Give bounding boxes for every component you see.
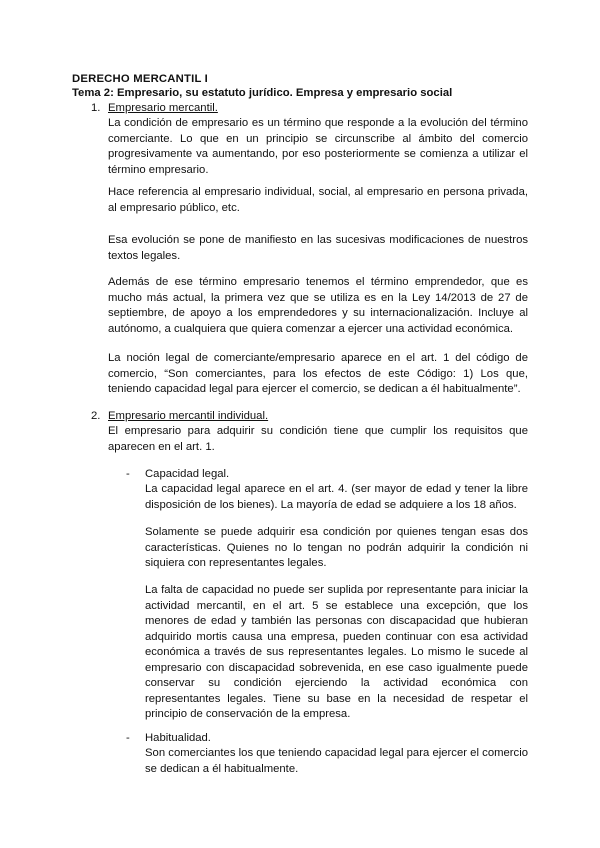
- paragraph: Son comerciantes los que teniendo capacidad legal para ejercer el comercio se dedican a él habitualmente.: [145, 747, 528, 775]
- section-number: 1.: [91, 102, 101, 114]
- requirement-title: Habitualidad.: [145, 732, 211, 744]
- paragraph: La condición de empresario es un término que responde a la evolución del término comerciante. Lo que en un principio se circunscribe al ámbito del comercio progresivamente va aumentando, por eso posteriormente se comienza a utilizar el término empresario.: [108, 117, 528, 176]
- list-bullet: -: [126, 732, 130, 744]
- paragraph: Además de ese término empresario tenemos el término emprendedor, que es mucho más actual, la primera vez que se utiliza es en la Ley 14/2013 de 27 de septiembre, de apoyo a los emprendedores y su internacionalización. Incluye al autónomo, a cualquiera que quiera comenzar a ejercer una actividad económica.: [108, 276, 528, 335]
- paragraph: Esa evolución se pone de manifiesto en las sucesivas modificaciones de nuestros textos legales.: [108, 234, 528, 262]
- paragraph: El empresario para adquirir su condición tiene que cumplir los requisitos que aparecen en el art. 1.: [108, 425, 528, 453]
- section-heading: Empresario mercantil.: [108, 102, 218, 114]
- paragraph: Hace referencia al empresario individual, social, al empresario en persona privada, al empresario público, etc.: [108, 186, 528, 214]
- requirement-title: Capacidad legal.: [145, 468, 230, 480]
- list-bullet: -: [126, 468, 130, 480]
- paragraph: La falta de capacidad no puede ser suplida por representante para iniciar la actividad mercantil, en el art. 5 se establece una excepción, que los menores de edad y también las personas con discapacidad que hubieran adquirido mortis causa una empresa, pueden continuar con esa actividad económica a través de sus representantes legales. Lo mismo le sucede al empresario con discapacidad sobrevenida, en ese caso igualmente puede conservar su condición ejerciendo la actividad económica con representantes legales. Tiene su base en la necesidad de respetar el principio de conservación de la empresa.: [145, 584, 528, 720]
- section-heading: Empresario mercantil individual.: [108, 410, 269, 422]
- topic-title: Tema 2: Empresario, su estatuto jurídico. Empresa y empresario social: [72, 87, 453, 99]
- paragraph: Solamente se puede adquirir esa condición por quienes tengan esas dos características. Quienes no lo tengan no podrán adquirir la condición ni siquiera con representantes legales.: [145, 526, 528, 569]
- paragraph: La noción legal de comerciante/empresario aparece en el art. 1 del código de comercio, “Son comerciantes, para los efectos de este Código: 1) Los que, teniendo capacidad legal para ejercer el comercio, se dedican a él habitualmente”.: [108, 352, 528, 395]
- paragraph: La capacidad legal aparece en el art. 4. (ser mayor de edad y tener la libre disposición de los bienes). La mayoría de edad se adquiere a los 18 años.: [145, 483, 528, 511]
- course-title: DERECHO MERCANTIL I: [72, 73, 209, 85]
- section-number: 2.: [91, 410, 101, 422]
